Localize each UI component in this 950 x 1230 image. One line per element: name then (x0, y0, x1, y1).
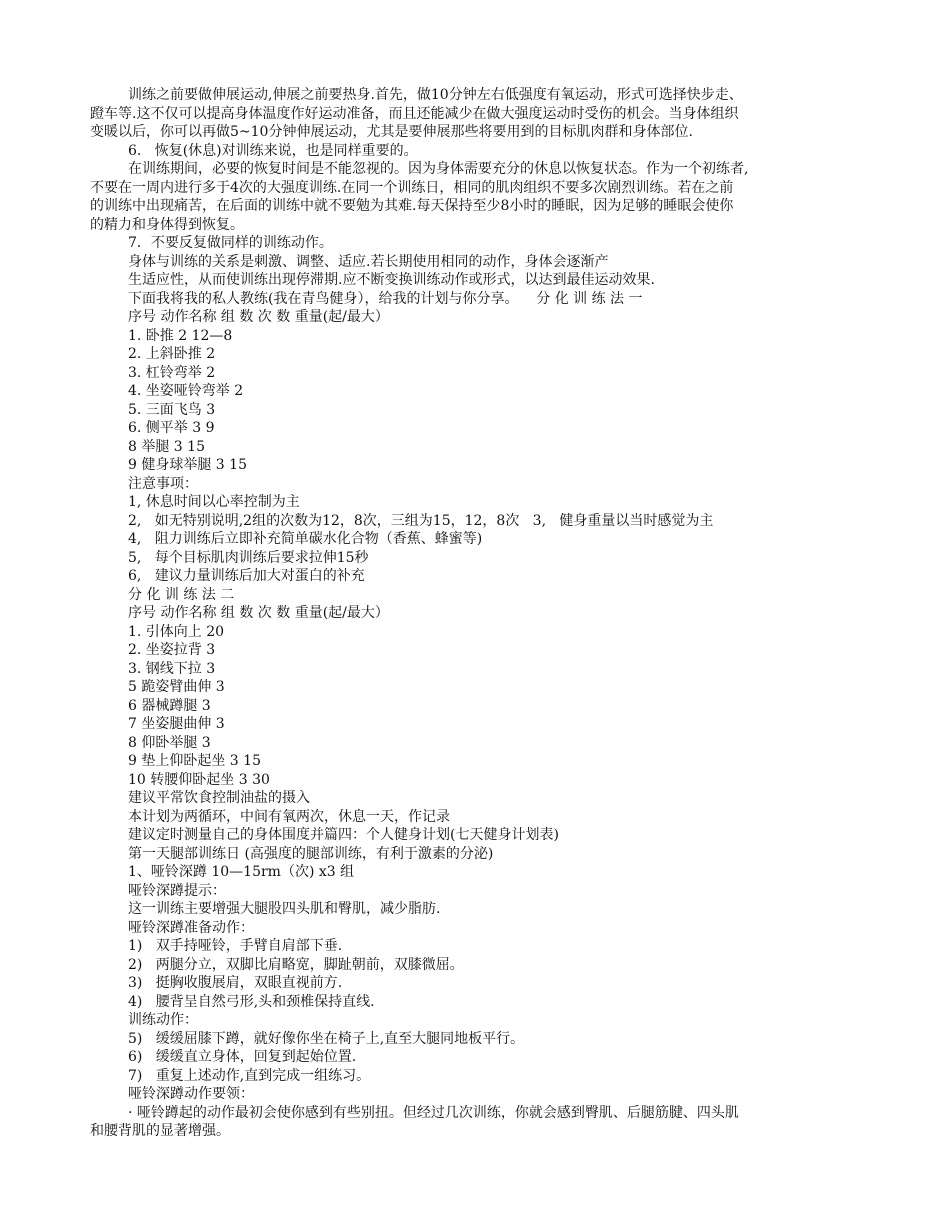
text-line: 身体与训练的关系是刺激、调整、适应.若长期使用相同的动作，身体会逐渐产 (128, 253, 609, 270)
text-line: 注意事项： (128, 475, 198, 492)
text-line: 2. 坐姿拉背 3 (128, 642, 216, 658)
text-line: 在训练期间，必要的恢复时间是不能忽视的。因为身体需要充分的休息以恢复状态。作为一个初练者, (128, 161, 749, 177)
text-line: 8 仰卧举腿 3 (128, 734, 211, 751)
text-line: 序号 动作名称 组 数 次 数 重量(起/最大） (128, 309, 389, 325)
text-line: 建议定时测量自己的身体围度并篇四：个人健身计划(七天健身计划表) (128, 827, 559, 843)
text-line: 序号 动作名称 组 数 次 数 重量(起/最大） (128, 605, 389, 621)
text-line: 3) 挺胸收腹展肩，双眼直视前方. (128, 975, 343, 991)
text-line: 6 器械蹲腿 3 (128, 697, 211, 714)
text-line: 2, 如无特别说明,2组的次数为12，8次，三组为15，12，8次 3, 健身重量以当时感觉为主 (128, 512, 714, 529)
text-line: 3. 钢线下拉 3 (128, 660, 216, 677)
text-line: 9 垫上仰卧起坐 3 15 (128, 753, 261, 769)
text-line: 5 跪姿臂曲伸 3 (128, 679, 225, 695)
text-line: 哑铃深蹲动作要领： (128, 1086, 254, 1102)
text-line: 不要在一周内进行多于4次的大强度训练.在同一个训练日，相同的肌肉组织不要多次剧烈训练。若在之前 (90, 179, 734, 196)
text-line: 6. 恢复(休息)对训练来说，也是同样重要的。 (128, 142, 418, 159)
text-line: 本计划为两循环，中间有氧两次，休息一天，作记录 (128, 808, 450, 825)
text-line: 5. 三面飞鸟 3 (128, 401, 216, 418)
text-line: 4, 阻力训练后立即补充简单碳水化合物（香蕉、蜂蜜等) (128, 531, 483, 547)
text-line: 1、哑铃深蹲 10—15rm（次) x3 组 (128, 864, 355, 880)
text-line: 建议平常饮食控制油盐的摄入 (128, 790, 310, 806)
text-line: · 哑铃蹲起的动作最初会使你感到有些别扭。但经过几次训练，你就会感到臀肌、后腿筋腱、四头肌 (128, 1104, 739, 1121)
text-line: 2. 上斜卧推 2 (128, 346, 216, 362)
text-line: 训练之前要做伸展运动,伸展之前要热身.首先，做10分钟左右低强度有氧运动，形式可选择快步走、 (128, 87, 743, 103)
text-line: 10 转腰仰卧起坐 3 30 (128, 771, 270, 788)
text-line: 第一天腿部训练日 (高强度的腿部训练，有利于激素的分泌) (128, 845, 494, 862)
text-line: 7．不要反复做同样的训练动作。 (128, 235, 333, 251)
text-line: 6) 缓缓直立身体，回复到起始位置. (128, 1049, 357, 1065)
document-body (90, 86, 860, 1141)
text-line: 5) 缓缓屈膝下蹲，就好像你坐在椅子上,直至大腿同地板平行。 (128, 1030, 525, 1047)
text-line: 4. 坐姿哑铃弯举 2 (128, 383, 244, 399)
text-line: 的训练中出现痛苦，在后面的训练中就不要勉为其难.每天保持至少8小时的睡眠，因为足够的睡眠会使你 (90, 198, 734, 214)
text-line: 7 坐姿腿曲伸 3 (128, 716, 225, 732)
text-line: 蹬车等.这不仅可以提高身体温度作好运动准备，而且还能减少在做大强度运动时受伤的机会。当身体组织 (90, 105, 739, 122)
text-line: 9 健身球举腿 3 15 (128, 457, 247, 473)
text-line: 变暖以后，你可以再做5~10分钟伸展运动，尤其是要伸展那些将要用到的目标肌肉群和身体部位. (90, 124, 693, 140)
text-line: 哑铃深蹲准备动作： (128, 919, 254, 936)
text-line: 这一训练主要增强大腿股四头肌和臀肌，减少脂肪. (128, 901, 441, 917)
text-line: 1. 引体向上 20 (128, 623, 225, 640)
text-line: 4) 腰背呈自然弓形,头和颈椎保持直线. (128, 993, 375, 1010)
text-line: 1) 双手持哑铃，手臂自肩部下垂. (128, 938, 343, 954)
text-line: 5, 每个目标肌肉训练后要求拉伸15秒 (128, 549, 369, 566)
text-line: 分 化 训 练 法 二 (128, 586, 235, 603)
text-line: 3. 杠铃弯举 2 (128, 364, 216, 381)
text-line: 6, 建议力量训练后加大对蛋白的补充 (128, 568, 365, 584)
text-line: 1, 休息时间以心率控制为主 (128, 494, 300, 510)
text-line: 1. 卧推 2 12—8 (128, 327, 233, 344)
text-line: 的精力和身体得到恢复。 (90, 216, 244, 233)
text-line: 7) 重复上述动作,直到完成一组练习。 (128, 1067, 371, 1084)
text-line: 和腰背肌的显著增强。 (90, 1123, 230, 1139)
text-line: 下面我将我的私人教练(我在青鸟健身），给我的计划与你分享。 分 化 训 练 法 一 (128, 290, 643, 307)
text-line: 6. 侧平举 3 9 (128, 420, 215, 436)
text-line: 8 举腿 3 15 (128, 438, 205, 455)
text-line: 哑铃深蹲提示： (128, 882, 226, 899)
text-line: 训练动作： (128, 1012, 198, 1028)
text-line: 生适应性，从而使训练出现停滞期.应不断变换训练动作或形式，以达到最佳运动效果. (128, 272, 655, 288)
text-line: 2) 两腿分立，双脚比肩略宽，脚趾朝前，双膝微屈。 (128, 956, 464, 973)
